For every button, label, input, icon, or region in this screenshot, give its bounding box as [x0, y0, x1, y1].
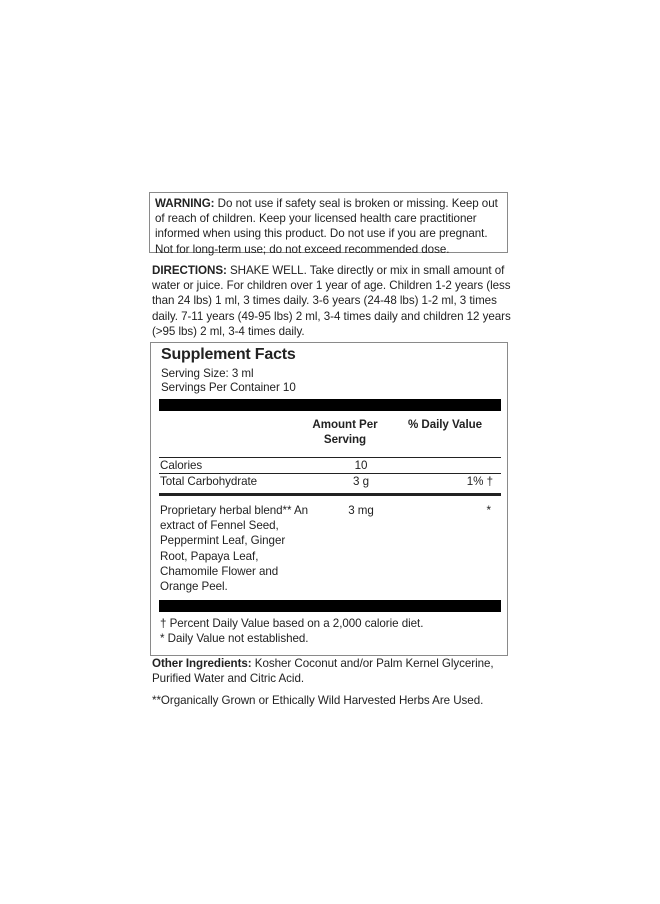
header-amount-per-serving: Amount Per Serving — [312, 418, 378, 446]
facts-title: Supplement Facts — [161, 346, 296, 363]
footnote-dv-not-established: * Daily Value not established. — [160, 632, 309, 645]
divider — [159, 457, 501, 458]
warning-label: WARNING: — [155, 197, 215, 210]
directions-text: SHAKE WELL. Take directly or mix in small amount of water or juice. For children over 1 year of age. Children 1-2 years (less than 24 lbs) 1 ml, 3 times daily. 3-6 years (24-48 lbs) 1-2 ml, 3 times daily. 7-11 years (49-95 lbs) 2 ml, 3-4 times daily and children 12 years (>95 lbs) 2 ml, 3-4 times daily. — [152, 264, 511, 338]
other-ingredients — [152, 656, 512, 686]
row-herbal-blend-dv: * — [486, 504, 491, 517]
row-carbohydrate-amount: 3 g — [353, 475, 369, 488]
other-ingredients-text: Kosher Coconut and/or Palm Kernel Glycerine, Purified Water and Citric Acid. — [152, 657, 494, 686]
row-carbohydrate-label: Total Carbohydrate — [160, 475, 258, 488]
divider-medium — [159, 493, 501, 496]
row-herbal-blend-amount: 3 mg — [348, 504, 374, 517]
warning-box — [149, 192, 508, 256]
header-daily-value: % Daily Value — [407, 418, 483, 431]
directions-label: DIRECTIONS: — [152, 264, 227, 277]
thick-divider-bottom — [159, 600, 501, 612]
other-ingredients-label: Other Ingredients: — [152, 657, 252, 670]
servings-per-container: Servings Per Container 10 — [161, 381, 296, 394]
thick-divider-top — [159, 399, 501, 411]
footnote-percent-dv: † Percent Daily Value based on a 2,000 calorie diet. — [160, 617, 424, 630]
organic-note: **Organically Grown or Ethically Wild Harvested Herbs Are Used. — [152, 694, 484, 707]
warning-text: Do not use if safety seal is broken or missing. Keep out of reach of children. Keep your licensed health care practitioner informed when using this product. Do not use if you are pregnant. Not for long-term use; do not exceed recommended dose. — [155, 197, 498, 256]
row-herbal-blend-label: Proprietary herbal blend** An extract of Fennel Seed, Peppermint Leaf, Ginger Root, Papaya Leaf, Chamomile Flower and Orange Peel. — [160, 504, 309, 594]
row-calories-amount: 10 — [354, 459, 368, 472]
serving-size: Serving Size: 3 ml — [161, 367, 254, 380]
supplement-facts-panel — [150, 342, 508, 656]
directions-section — [152, 263, 512, 339]
row-carbohydrate-dv: 1% † — [466, 475, 493, 488]
row-calories-label: Calories — [160, 459, 203, 472]
